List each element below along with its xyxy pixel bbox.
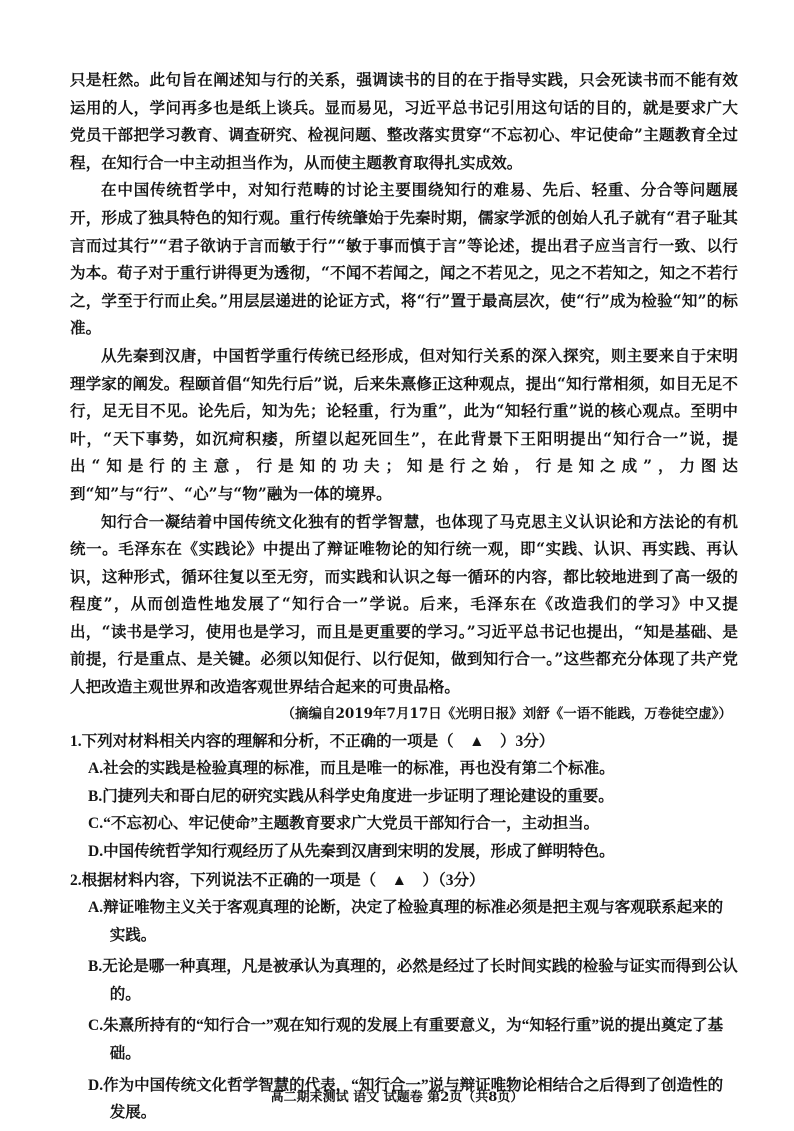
question-1-option-c: C.“不忘初心、牢记使命”主题教育要求广大党员干部知行合一，主动担当。 bbox=[88, 815, 600, 833]
question-1-option-d: D.中国传统哲学知行观经历了从先秦到汉唐到宋明的发展，形成了鲜明特色。 bbox=[88, 842, 615, 860]
question-2-stem: 2.根据材料内容，下列说法不正确的一项是（ ▲ ）（3分） bbox=[70, 871, 485, 889]
question-2-option-c: C.朱熹所持有的“知行合一”观在知行观的发展上有重要意义，为“知轻行重”说的提出奠定了基础。 bbox=[88, 1017, 724, 1062]
question-1-option-b: B.门捷列夫和哥白尼的研究实践从科学史角度进一步证明了理论建设的重要。 bbox=[88, 787, 614, 805]
question-1-option-a: A.社会的实践是检验真理的标准，而且是唯一的标准，再也没有第二个标准。 bbox=[88, 760, 615, 778]
passage-source: （摘编自2019年7月17日《光明日报》刘舒《一语不能践，万卷徒空虚》） bbox=[281, 705, 732, 722]
question-1 bbox=[70, 729, 738, 866]
passage-paragraph-3: 从先秦到汉唐，中国哲学重行传统已经形成，但对知行关系的深入探究，则主要来自于宋明理学家的阐发。程颐首倡“知先行后”说，后来朱熹修正这种观点，提出“知行常相须，如目无足不行，足无目不见。论先后，知为先；论轻重，行为重”，此为“知轻行重”说的核心观点。至明中叶，“天下事势，如沉疴积痿，所望以起死回生”，在此背景下王阳明提出“知行合一”说，提出“知是行的主意，行是知的功夫；知是行之始，行是知之成”，力图达到“知”与“行”、“心”与“物”融为一体的境界。 bbox=[70, 345, 738, 503]
exam-page bbox=[70, 66, 738, 1131]
passage-paragraph-1: 只是枉然。此句旨在阐述知与行的关系，强调读书的目的在于指导实践，只会死读书而不能有效运用的人，学问再多也是纸上谈兵。显而易见，习近平总书记引用这句话的目的，就是要求广大党员干部把学习教育、调查研究、检视问题、整改落实贯穿“不忘初心、牢记使命”主题教育全过程，在知行合一中主动担当作为，从而使主题教育取得扎实成效。 bbox=[70, 70, 738, 172]
page-footer: 高二期末测试 语文 试题卷 第2页（共8页） bbox=[270, 1090, 524, 1105]
passage-paragraph-4: 知行合一凝结着中国传统文化独有的哲学智慧，也体现了马克思主义认识论和方法论的有机统一。毛泽东在《实践论》中提出了辩证唯物论的知行统一观，即“实践、认识、再实践、再认识，这种形式，循环往复以至无穷，而实践和认识之每一循环的内容，都比较地进到了高一级的程度”，从而创造性地发展了“知行合一”学说。后来，毛泽东在《改造我们的学习》中又提出，“读书是学习，使用也是学习，而且是更重要的学习。”习近平总书记也提出，“知是基础、是前提，行是重点、是关键。必须以知促行、以行促知，做到知行合一。”这些都充分体现了共产党人把改造主观世界和改造客观世界结合起来的可贵品格。 bbox=[70, 511, 738, 697]
question-1-stem: 1.下列对材料相关内容的理解和分析，不正确的一项是（ ▲ ）3分） bbox=[70, 732, 555, 750]
question-2-option-b: B.无论是哪一种真理，凡是被承认为真理的，必然是经过了长时间实践的检验与证实而得到公认的。 bbox=[88, 958, 738, 1003]
question-2-option-d: D.作为中国传统文化哲学智慧的代表，“知行合一”说与辩证唯物论相结合之后得到了创造性的发展。 bbox=[88, 1076, 724, 1122]
passage-paragraph-2: 在中国传统哲学中，对知行范畴的讨论主要围绕知行的难易、先后、轻重、分合等问题展开，形成了独具特色的知行观。重行传统肇始于先秦时期，儒家学派的创始人孔子就有“君子耻其言而过其行”“君子欲讷于言而敏于行”“敏于事而慎于言”等论述，提出君子应当言行一致、以行为本。荀子对于重行讲得更为透彻，“不闻不若闻之，闻之不若见之，见之不若知之，知之不若行之，学至于行而止矣。”用层层递进的论证方式，将“行”置于最高层次，使“行”成为检验“知”的标准。 bbox=[70, 180, 738, 338]
question-2-option-a: A.辩证唯物主义关于客观真理的论断，决定了检验真理的标准必须是把主观与客观联系起来的实践。 bbox=[88, 899, 724, 944]
